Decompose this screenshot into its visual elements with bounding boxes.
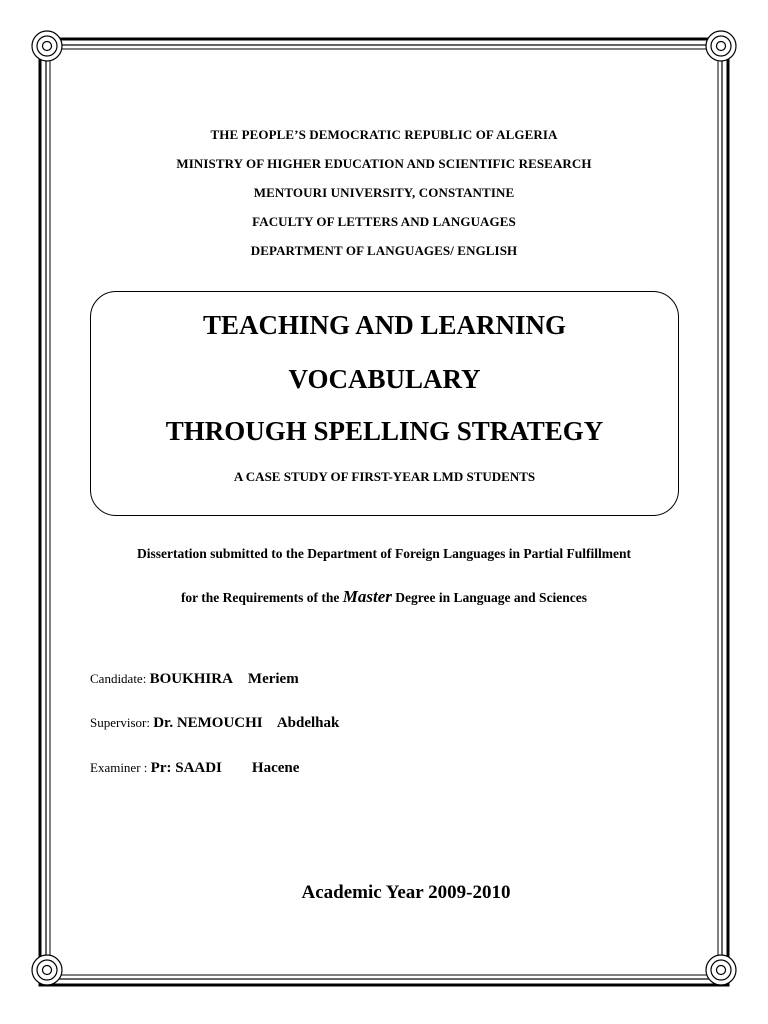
corner-ornament-top-left [32,31,62,61]
header-line-faculty: FACULTY OF LETTERS AND LANGUAGES [252,214,516,229]
title-box [90,291,679,516]
corner-ornament-top-right [706,31,736,61]
header-line-ministry: MINISTRY OF HIGHER EDUCATION AND SCIENTIFIC RESEARCH [176,156,592,171]
statement-line-2-pre: for the Requirements of the [180,590,343,605]
statement-line-1: Dissertation submitted to the Department of Foreign Languages in Partial Fulfillment [137,546,631,561]
header-line-department: DEPARTMENT OF LANGUAGES/ ENGLISH [250,243,518,258]
title-subtitle: A CASE STUDY OF FIRST-YEAR LMD STUDENTS [233,469,536,484]
candidate-label: Candidate: [90,671,150,686]
candidate-name: BOUKHIRA Meriem [149,671,299,687]
supervisor-label: Supervisor: [90,715,154,730]
statement-line-2 [0,587,768,607]
institution-header [0,120,768,265]
supervisor-name: Dr. NEMOUCHI Abdelhak [153,715,340,731]
academic-year: Academic Year 2009-2010 [301,882,511,903]
statement-master-word: Master [342,587,392,606]
examiner-name: Pr: SAADI Hacene [150,760,300,776]
statement-line-2-post: Degree in Language and Sciences [391,590,588,605]
corner-ornament-bottom-left [32,955,62,985]
header-line-university: MENTOURI UNIVERSITY, CONSTANTINE [253,185,515,200]
examiner-label: Examiner : [90,760,151,775]
corner-ornament-bottom-right [706,955,736,985]
title-line-1: TEACHING AND LEARNING [202,310,567,340]
examiner-line [90,760,299,777]
candidate-line [90,671,299,688]
title-line-3: THROUGH SPELLING STRATEGY [165,416,604,446]
header-line-country: THE PEOPLE’S DEMOCRATIC REPUBLIC OF ALGERIA [210,127,558,142]
supervisor-line [90,715,339,732]
title-line-2: VOCABULARY [288,364,481,394]
